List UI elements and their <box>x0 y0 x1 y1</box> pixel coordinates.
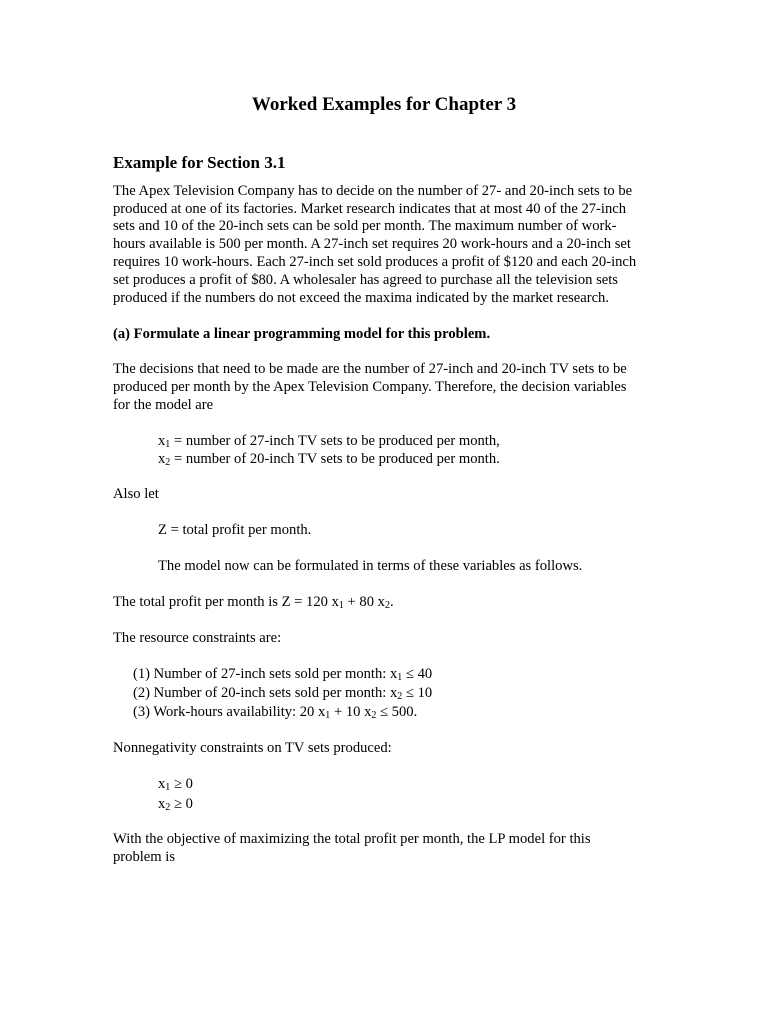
closing-line: problem is <box>113 849 176 865</box>
model-intro-text: The model now can be formulated in terms of these variables as follows. <box>158 558 583 574</box>
nonnegativity-intro: Nonnegativity constraints on TV sets produced: <box>113 740 392 756</box>
intro-line: set produces a profit of $80. A wholesaler has agreed to purchase all the television sets <box>113 272 618 288</box>
constraint-3: (3) Work-hours availability: 20 $x_1 + 10$ $x_2 \le 500$. <box>133 704 418 721</box>
intro-line: The Apex Television Company has to decide on the number of 27- and 20-inch sets to be <box>113 183 633 199</box>
also-let-text: Also let <box>113 486 159 502</box>
variable-x1-definition: $x_1$ = number of 27-inch TV sets to be produced per month, <box>158 433 500 450</box>
intro-line: produced if the numbers do not exceed the maxima indicated by the market research. <box>113 290 609 306</box>
constraint-2: (2) Number of 20-inch sets sold per month: $x_2 \le 10$ <box>133 685 433 702</box>
nonnegativity-x1: $x_1 \ge 0$ <box>158 776 193 793</box>
closing-line: With the objective of maximizing the total profit per month, the LP model for this <box>113 831 591 847</box>
variable-x2-definition: $x_2$ = number of 20-inch TV sets to be produced per month. <box>158 451 500 468</box>
nonnegativity-x2: $x_2 \ge 0$ <box>158 796 193 813</box>
resource-constraints-intro: The resource constraints are: <box>113 630 282 646</box>
section-heading: Example for Section 3.1 <box>113 153 286 172</box>
document-title: Worked Examples for Chapter 3 <box>251 94 517 115</box>
intro-line: hours available is 500 per month. A 27-inch set requires 20 work-hours and a 20-inch set <box>113 236 631 252</box>
intro-line: requires 10 work-hours. Each 27-inch set sold produces a profit of $120 and each 20-inch <box>113 254 637 270</box>
z-definition: Z = total profit per month. <box>158 522 312 538</box>
part-a-heading: (a) Formulate a linear programming model for this problem. <box>113 326 491 342</box>
intro-line: sets and 10 of the 20-inch sets can be sold per month. The maximum number of work- <box>113 218 617 234</box>
intro-line: produced at one of its factories. Market research indicates that at most 40 of the 27-inch <box>113 201 627 217</box>
decisions-line: for the model are <box>113 397 214 413</box>
constraint-1: (1) Number of 27-inch sets sold per month: $x_1 \le 40$ <box>133 666 433 683</box>
objective-function: The total profit per month is Z = 120 $x_1 + 80$ $x_2$. <box>113 594 394 611</box>
decisions-line: produced per month by the Apex Television Company. Therefore, the decision variables <box>113 379 627 395</box>
decisions-line: The decisions that need to be made are the number of 27-inch and 20-inch TV sets to be <box>113 361 627 377</box>
